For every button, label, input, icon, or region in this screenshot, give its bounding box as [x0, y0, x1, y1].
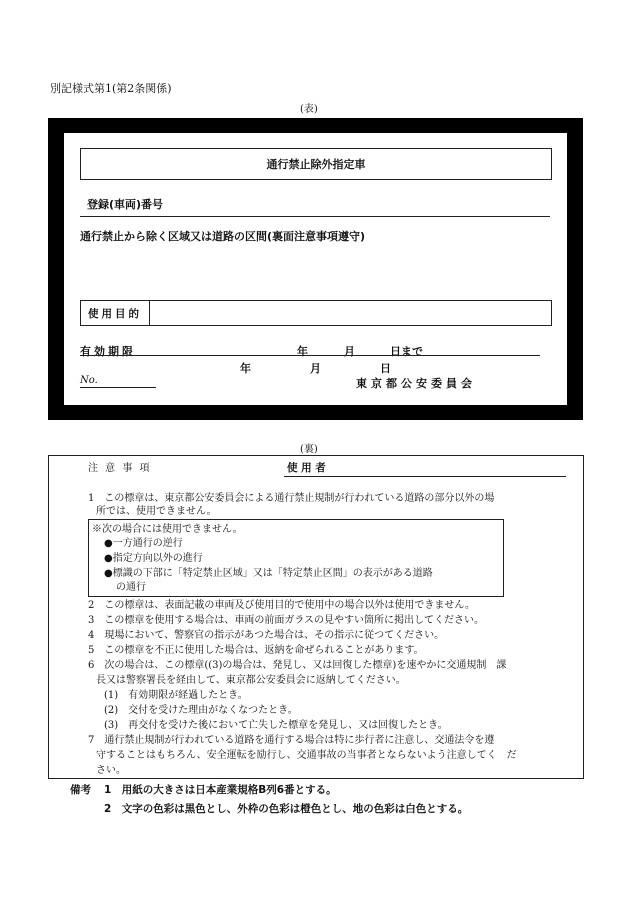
no-label: No.: [80, 375, 98, 386]
remarks-note-1: 1 用紙の大きさは日本産業規格B列6番とする。: [104, 784, 337, 796]
issuer: 東京都公安委員会: [356, 377, 476, 390]
validity-rule: [80, 355, 540, 356]
item-7-line-1: 7 通行禁止規制が行われている道路を通行する場合は特に歩行者に注意し、交通法令を遵: [88, 735, 495, 746]
front-label: (表): [300, 104, 318, 115]
user-rule: [284, 476, 566, 477]
item-1-line-1: 1 この標章は、東京都公安委員会による通行禁止規制が行われている道路の部分以外の場: [88, 493, 495, 504]
validity-label: 有効期限: [80, 345, 136, 358]
section-label: 通行禁止から除く区域又は道路の区間(裏面注意事項遵守): [80, 230, 366, 243]
validity-year: 年: [297, 345, 308, 358]
issue-day: 日: [380, 362, 391, 375]
item-7-line-3: さい。: [96, 765, 126, 776]
item-4: 4 現場において、警察官の指示があつた場合は、その指示に従つてください。: [88, 630, 445, 641]
card-title: 通行禁止除外指定車: [266, 158, 366, 171]
validity-until: 日まで: [390, 345, 423, 358]
issue-month: 月: [310, 362, 321, 375]
registration-rule: [80, 216, 550, 217]
remarks-label: 備考: [70, 784, 91, 796]
purpose-box: [80, 300, 552, 326]
form-title: 別記様式第1(第2条関係): [50, 82, 172, 95]
no-rule: [80, 387, 156, 388]
purpose-label: 使用目的: [81, 301, 150, 325]
item-2: 2 この標章は、表面記載の車両及び使用目的で使用中の場合以外は使用できません。: [88, 600, 475, 611]
back-label: (裏): [300, 444, 318, 455]
notes-heading: 注 意 事 項: [88, 463, 152, 474]
exception-item-2: ●指定方向以外の進行: [104, 553, 203, 564]
item-6-sub-2: (2) 交付を受けた理由がなくなつたとき。: [104, 705, 298, 716]
item-6-line-2: 長又は警察署長を経由して、東京都公安委員会に返納してください。: [96, 675, 406, 686]
exception-item-1: ●一方通行の逆行: [104, 538, 183, 549]
card-title-box: [80, 148, 552, 180]
remarks-note-2: 2 文字の色彩は黒色とし、外枠の色彩は橙色とし、地の色彩は白色とする。: [104, 803, 469, 815]
issue-year: 年: [240, 362, 251, 375]
item-1-line-2: 所では、使用できません。: [96, 506, 217, 517]
item-6-sub-3: (3) 再交付を受けた後において亡失した標章を発見し、又は回復したとき。: [104, 720, 448, 731]
item-6-line-1: 6 次の場合は、この標章((3)の場合は、発見し、又は回復した標章)を速やかに交通規制 課: [88, 660, 507, 671]
item-5: 5 この標章を不正に使用した場合は、返納を命ぜられることがあります。: [88, 645, 424, 656]
validity-month: 月: [344, 345, 355, 358]
item-6-sub-1: (1) 有効期限が経過したとき。: [104, 690, 248, 701]
exception-heading: ※次の場合には使用できません。: [92, 524, 243, 535]
exception-item-3-line-1: ●標識の下部に「特定禁止区域」又は「特定禁止区間」の表示がある道路: [104, 568, 433, 579]
item-3: 3 この標章を使用する場合は、車両の前面ガラスの見やすい箇所に掲出してください。: [88, 615, 485, 626]
registration-label: 登録(車両)番号: [87, 198, 164, 211]
user-label: 使 用 者: [287, 462, 326, 474]
item-7-line-2: 守することはもちろん、安全運転を励行し、交通事故の当事者とならないよう注意してく だ: [96, 750, 517, 761]
exception-item-3-line-2: の通行: [116, 582, 146, 593]
